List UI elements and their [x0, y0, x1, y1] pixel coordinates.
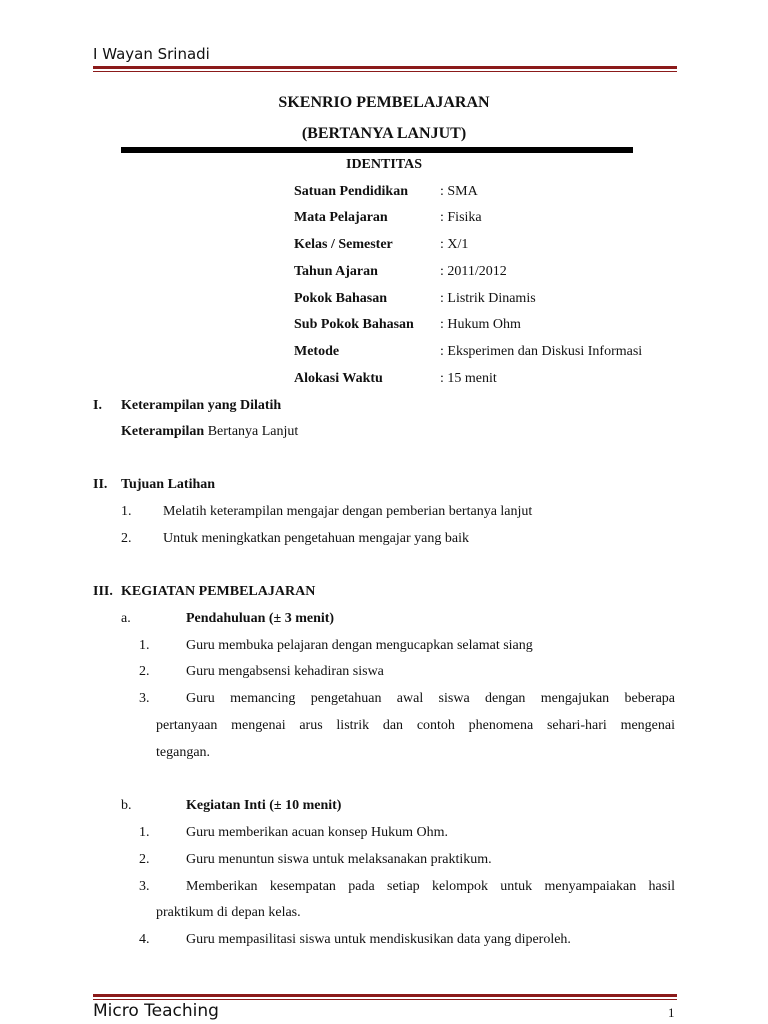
list-item-number: 4.	[139, 932, 150, 947]
list-item-number: 2.	[121, 531, 132, 546]
identitas-label: Sub Pokok Bahasan	[294, 317, 414, 332]
identitas-label: Kelas / Semester	[294, 237, 393, 252]
list-item-text-line: praktikum di depan kelas.	[156, 905, 301, 920]
list-item-text: Guru memberikan acuan konsep Hukum Ohm.	[186, 825, 449, 840]
list-item-text: Guru mempasilitasi siswa untuk mendiskusikan data yang diperoleh.	[186, 932, 571, 947]
list-item-text-line: pertanyaan mengenai arus listrik dan contoh phenomena sehari-hari mengenai	[156, 718, 675, 733]
section-2-number: II.	[93, 477, 108, 492]
title-divider	[121, 147, 633, 153]
subsection-b-title: Kegiatan Inti (± 10 menit)	[186, 798, 342, 813]
section-2-title: Tujuan Latihan	[121, 477, 216, 492]
page-number: 1	[668, 1005, 675, 1020]
list-item-text-line: tegangan.	[156, 745, 211, 760]
list-item-text: Guru membuka pelajaran dengan mengucapkan selamat siang	[186, 638, 533, 653]
footer-label: Micro Teaching	[93, 1001, 219, 1021]
list-item-number: 1.	[139, 638, 150, 653]
section-1-number: I.	[93, 398, 102, 413]
list-item-text-line: Guru memancing pengetahuan awal siswa dengan mengajukan beberapa	[186, 691, 675, 706]
section-3-number: III.	[93, 584, 113, 599]
identitas-value: : 2011/2012	[440, 264, 507, 279]
identitas-value: : 15 menit	[440, 371, 497, 386]
section-1-title: Keterampilan yang Dilatih	[121, 398, 282, 413]
list-item-number: 2.	[139, 664, 150, 679]
identitas-value: : Hukum Ohm	[440, 317, 521, 332]
identitas-value: : X/1	[440, 237, 469, 252]
list-item-text: Untuk meningkatkan pengetahuan mengajar yang baik	[163, 531, 469, 546]
footer-rule-thick	[93, 994, 677, 997]
footer-rule-thin	[93, 999, 677, 1000]
identitas-value: : Listrik Dinamis	[440, 291, 536, 306]
list-item-number: 1.	[121, 504, 132, 519]
title-line-1: SKENRIO PEMBELAJARAN	[278, 94, 490, 111]
section-3-title: KEGIATAN PEMBELAJARAN	[121, 584, 316, 599]
list-item-number: 3.	[139, 879, 150, 894]
identitas-label: Satuan Pendidikan	[294, 184, 408, 199]
identitas-label: Tahun Ajaran	[294, 264, 378, 279]
list-item-number: 2.	[139, 852, 150, 867]
subsection-a-letter: a.	[121, 611, 131, 626]
identitas-value: : Eksperimen dan Diskusi Informasi	[440, 344, 643, 359]
list-item-text: Melatih keterampilan mengajar dengan pemberian bertanya lanjut	[163, 504, 533, 519]
identitas-label: Metode	[294, 344, 340, 359]
identitas-value: : SMA	[440, 184, 478, 199]
section-1-sub-value: Bertanya Lanjut	[204, 424, 299, 439]
identitas-label: Alokasi Waktu	[294, 371, 383, 386]
list-item-text-line: Memberikan kesempatan pada setiap kelompok untuk menyampaiakan hasil	[186, 879, 675, 894]
subsection-b-letter: b.	[121, 798, 132, 813]
list-item-text: Guru mengabsensi kehadiran siswa	[186, 664, 384, 679]
identitas-heading: IDENTITAS	[346, 157, 422, 172]
identitas-label: Pokok Bahasan	[294, 291, 387, 306]
identitas-value: : Fisika	[440, 210, 482, 225]
header-author: I Wayan Srinadi	[93, 45, 210, 63]
header-rule-thin	[93, 71, 677, 72]
section-1-subline	[121, 424, 298, 440]
list-item-number: 1.	[139, 825, 150, 840]
identitas-label: Mata Pelajaran	[294, 210, 388, 225]
list-item-number: 3.	[139, 691, 150, 706]
section-1-sub-label: Keterampilan	[121, 424, 205, 439]
title-line-2: (BERTANYA LANJUT)	[301, 125, 467, 142]
subsection-a-title: Pendahuluan (± 3 menit)	[186, 611, 335, 626]
list-item-text: Guru menuntun siswa untuk melaksanakan praktikum.	[186, 852, 492, 867]
header-rule-thick	[93, 66, 677, 69]
